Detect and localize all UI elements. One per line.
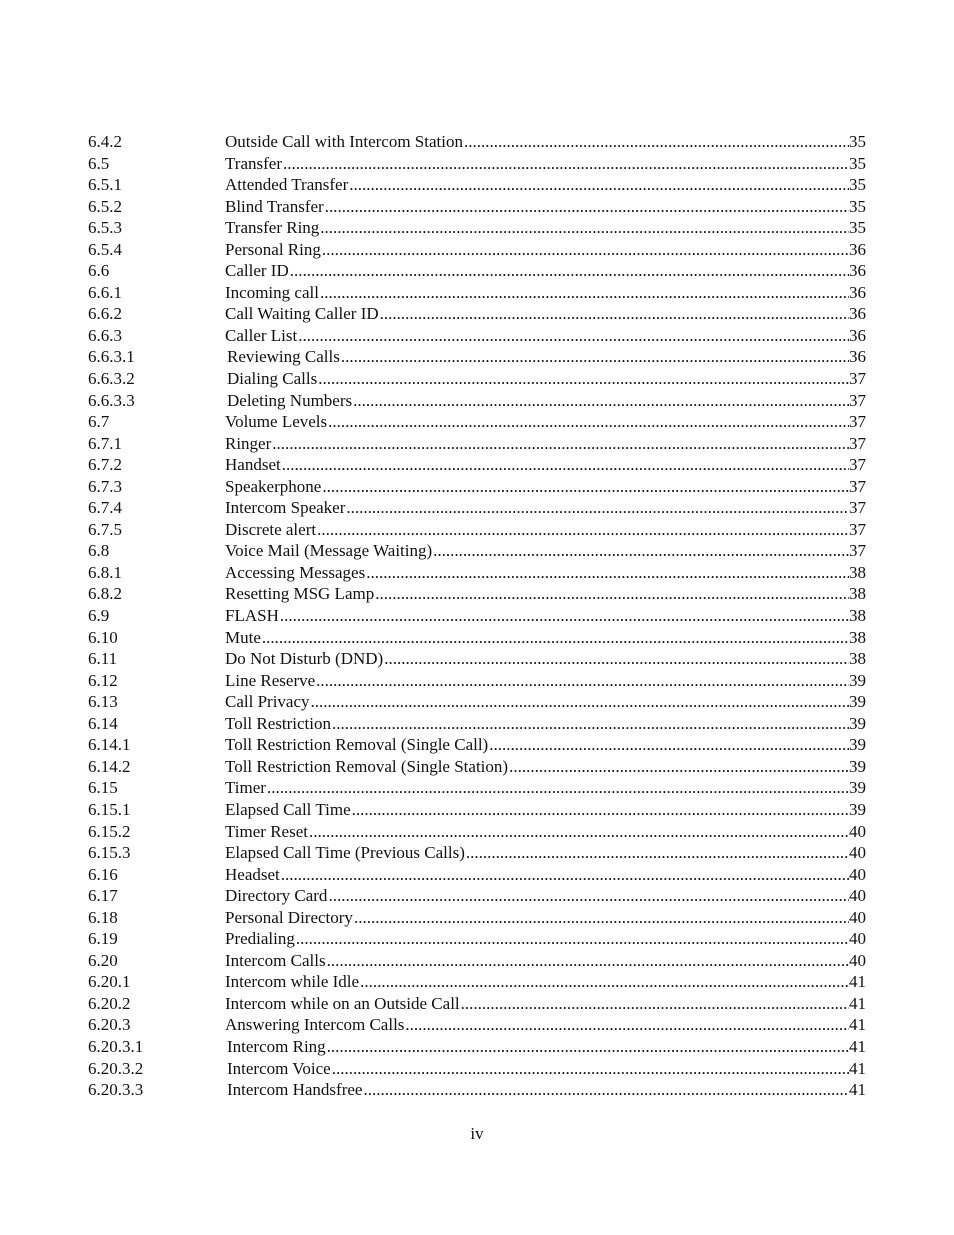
toc-entry[interactable]	[88, 777, 866, 799]
toc-entry-page: 40	[849, 864, 866, 884]
toc-entry[interactable]	[88, 174, 866, 196]
toc-entry-page: 36	[849, 282, 866, 302]
toc-entry[interactable]	[88, 648, 866, 670]
toc-entry-title: Resetting MSG Lamp	[225, 584, 375, 604]
toc-entry-title: Attended Transfer	[225, 175, 349, 195]
toc-entry-number: 6.5.1	[88, 175, 122, 195]
toc-entry[interactable]	[88, 885, 866, 907]
toc-entry-page: 38	[849, 649, 866, 669]
toc-entry-page: 37	[849, 390, 866, 410]
toc-entry-number: 6.5	[88, 153, 110, 173]
toc-entry-number: 6.8.2	[88, 584, 122, 604]
toc-entry-number: 6.14.1	[88, 735, 131, 755]
toc-entry-title: Answering Intercom Calls	[225, 1015, 405, 1035]
toc-entry-title: Transfer Ring	[225, 218, 320, 238]
toc-entry[interactable]	[88, 670, 866, 692]
toc-dot-leader	[318, 368, 849, 390]
toc-entry[interactable]	[88, 605, 866, 627]
toc-entry-page: 36	[849, 347, 866, 367]
toc-entry[interactable]	[88, 691, 866, 713]
toc-entry[interactable]	[88, 713, 866, 735]
toc-entry-page: 40	[849, 886, 866, 906]
toc-entry-page: 40	[849, 907, 866, 927]
toc-entry-number: 6.7	[88, 412, 110, 432]
toc-entry-number: 6.6.3.2	[88, 369, 135, 389]
toc-entry-title: Predialing	[225, 929, 295, 949]
toc-entry-title: Volume Levels	[225, 412, 328, 432]
toc-entry-number: 6.20	[88, 950, 118, 970]
toc-entry-page: 35	[849, 218, 866, 238]
toc-entry[interactable]	[88, 260, 866, 282]
toc-dot-leader	[282, 454, 849, 476]
toc-entry-page: 39	[849, 670, 866, 690]
table-of-contents	[88, 131, 866, 1101]
toc-entry-title: Speakerphone	[225, 476, 322, 496]
toc-dot-leader	[363, 1079, 849, 1101]
toc-entry-title: Accessing Messages	[225, 562, 366, 582]
toc-dot-leader	[352, 799, 849, 821]
toc-entry-title: Toll Restriction Removal (Single Station)	[225, 756, 509, 776]
toc-dot-leader	[322, 476, 849, 498]
toc-entry-title: Elapsed Call Time	[225, 799, 351, 819]
toc-entry-page: 41	[849, 1015, 866, 1035]
toc-entry-title: Dialing Calls	[227, 369, 318, 389]
toc-dot-leader	[328, 885, 849, 907]
toc-entry[interactable]	[88, 1058, 866, 1080]
toc-entry-page: 38	[849, 584, 866, 604]
toc-entry-number: 6.8.1	[88, 562, 122, 582]
toc-entry[interactable]	[88, 928, 866, 950]
toc-entry[interactable]	[88, 864, 866, 886]
toc-dot-leader	[262, 627, 849, 649]
toc-entry-title: Handset	[225, 455, 281, 475]
toc-entry[interactable]	[88, 497, 866, 519]
toc-dot-leader	[281, 864, 849, 886]
toc-dot-leader	[380, 303, 849, 325]
toc-entry[interactable]	[88, 907, 866, 929]
toc-entry-number: 6.20.2	[88, 993, 131, 1013]
toc-dot-leader	[464, 131, 849, 153]
toc-entry-number: 6.7.5	[88, 519, 122, 539]
toc-entry-number: 6.4.2	[88, 132, 122, 151]
toc-entry-number: 6.7.4	[88, 498, 122, 518]
toc-entry-page: 41	[849, 993, 866, 1013]
toc-entry-page: 37	[849, 433, 866, 453]
toc-entry-title: Discrete alert	[225, 519, 317, 539]
toc-entry-page: 40	[849, 843, 866, 863]
toc-entry-page: 39	[849, 735, 866, 755]
toc-entry-title: Timer Reset	[225, 821, 308, 841]
toc-entry-title: Intercom while on an Outside Call	[225, 993, 460, 1013]
toc-entry-page: 39	[849, 692, 866, 712]
toc-dot-leader	[280, 605, 849, 627]
toc-entry[interactable]	[88, 756, 866, 778]
toc-entry-page: 36	[849, 261, 866, 281]
toc-entry-title: Timer	[225, 778, 266, 798]
toc-entry-number: 6.15.2	[88, 821, 131, 841]
toc-dot-leader	[316, 670, 849, 692]
toc-dot-leader	[267, 777, 849, 799]
toc-dot-leader	[296, 928, 849, 950]
toc-entry[interactable]	[88, 303, 866, 325]
toc-entry-title: Transfer	[225, 153, 282, 173]
toc-entry[interactable]	[88, 433, 866, 455]
toc-dot-leader	[311, 691, 849, 713]
toc-entry-title: Intercom Calls	[225, 950, 326, 970]
toc-entry-page: 36	[849, 304, 866, 324]
toc-dot-leader	[341, 346, 849, 368]
toc-entry-number: 6.19	[88, 929, 118, 949]
toc-entry-page: 37	[849, 519, 866, 539]
toc-entry-number: 6.6.2	[88, 304, 122, 324]
toc-entry[interactable]	[88, 540, 866, 562]
toc-entry-number: 6.18	[88, 907, 118, 927]
toc-entry-page: 40	[849, 821, 866, 841]
toc-dot-leader	[461, 993, 849, 1015]
toc-dot-leader	[320, 217, 849, 239]
toc-entry-page: 36	[849, 325, 866, 345]
toc-entry-number: 6.6.3	[88, 325, 122, 345]
toc-entry-title: Caller List	[225, 325, 298, 345]
toc-entry-title: Toll Restriction Removal (Single Call)	[225, 735, 489, 755]
toc-dot-leader	[309, 821, 849, 843]
toc-entry-number: 6.8	[88, 541, 110, 561]
toc-entry-title: Line Reserve	[225, 670, 316, 690]
toc-entry[interactable]	[88, 993, 866, 1015]
toc-entry-page: 38	[849, 606, 866, 626]
toc-dot-leader	[320, 282, 849, 304]
toc-dot-leader	[327, 1036, 849, 1058]
toc-dot-leader	[354, 907, 849, 929]
toc-entry-page: 37	[849, 498, 866, 518]
toc-entry-title: Outside Call with Intercom Station	[225, 132, 463, 151]
toc-entry-page: 39	[849, 799, 866, 819]
toc-entry[interactable]	[88, 454, 866, 476]
toc-entry-number: 6.15.1	[88, 799, 131, 819]
toc-entry-number: 6.20.3.3	[88, 1080, 144, 1100]
toc-entry[interactable]	[88, 842, 866, 864]
toc-entry[interactable]	[88, 971, 866, 993]
toc-entry[interactable]	[88, 1014, 866, 1036]
toc-entry-title: Intercom Speaker	[225, 498, 346, 518]
toc-entry-page: 41	[849, 972, 866, 992]
toc-dot-leader	[349, 174, 849, 196]
toc-entry-number: 6.20.3	[88, 1015, 131, 1035]
toc-dot-leader	[405, 1014, 849, 1036]
toc-entry-title: Deleting Numbers	[227, 390, 353, 410]
toc-entry[interactable]	[88, 519, 866, 541]
toc-entry-page: 35	[849, 153, 866, 173]
toc-entry[interactable]	[88, 411, 866, 433]
toc-entry-title: Intercom Handsfree	[227, 1080, 363, 1100]
toc-entry-title: FLASH	[225, 606, 279, 626]
toc-entry-page: 37	[849, 369, 866, 389]
toc-entry-page: 35	[849, 175, 866, 195]
toc-entry-title: Headset	[225, 864, 280, 884]
toc-entry-title: Personal Directory	[225, 907, 353, 927]
toc-dot-leader	[272, 433, 849, 455]
toc-entry[interactable]	[88, 346, 866, 368]
toc-entry-number: 6.16	[88, 864, 118, 884]
toc-entry-page: 41	[849, 1036, 866, 1056]
toc-entry-page: 35	[849, 196, 866, 216]
toc-entry-title: Mute	[225, 627, 261, 647]
toc-entry[interactable]	[88, 950, 866, 972]
toc-entry[interactable]	[88, 153, 866, 175]
toc-entry-number: 6.12	[88, 670, 118, 690]
toc-entry-number: 6.20.3.2	[88, 1058, 144, 1078]
toc-entry[interactable]	[88, 799, 866, 821]
toc-dot-leader	[283, 153, 849, 175]
toc-entry-number: 6.5.3	[88, 218, 122, 238]
toc-entry-title: Toll Restriction	[225, 713, 331, 733]
toc-entry-page: 41	[849, 1058, 866, 1078]
toc-entry[interactable]	[88, 821, 866, 843]
toc-entry-page: 40	[849, 950, 866, 970]
toc-entry-page: 40	[849, 929, 866, 949]
toc-entry-number: 6.14.2	[88, 756, 131, 776]
toc-entry-number: 6.17	[88, 886, 118, 906]
toc-entry[interactable]	[88, 1079, 866, 1101]
toc-entry-number: 6.11	[88, 649, 118, 669]
toc-entry-title: Reviewing Calls	[227, 347, 340, 367]
toc-entry-number: 6.20.1	[88, 972, 131, 992]
toc-entry[interactable]	[88, 196, 866, 218]
toc-entry-number: 6.7.3	[88, 476, 122, 496]
toc-dot-leader	[328, 411, 849, 433]
toc-entry[interactable]	[88, 325, 866, 347]
toc-entry-title: Directory Card	[225, 886, 328, 906]
toc-entry-page: 37	[849, 541, 866, 561]
toc-entry[interactable]	[88, 131, 866, 153]
toc-dot-leader	[375, 583, 849, 605]
toc-dot-leader	[384, 648, 849, 670]
toc-entry[interactable]	[88, 282, 866, 304]
toc-dot-leader	[509, 756, 849, 778]
toc-entry-title: Elapsed Call Time (Previous Calls)	[225, 843, 465, 863]
toc-entry-number: 6.7.1	[88, 433, 122, 453]
toc-entry-page: 39	[849, 756, 866, 776]
toc-entry-title: Incoming call	[225, 282, 319, 302]
toc-entry-number: 6.5.2	[88, 196, 122, 216]
toc-entry-number: 6.6.3.1	[88, 347, 135, 367]
toc-entry-title: Intercom while Idle	[225, 972, 360, 992]
toc-entry-page: 38	[849, 627, 866, 647]
toc-dot-leader	[332, 1058, 849, 1080]
toc-dot-leader	[489, 734, 849, 756]
toc-entry-number: 6.6.1	[88, 282, 122, 302]
toc-dot-leader	[298, 325, 849, 347]
toc-entry-title: Personal Ring	[225, 239, 321, 259]
toc-entry-number: 6.13	[88, 692, 118, 712]
toc-dot-leader	[346, 497, 849, 519]
toc-entry-title: Call Privacy	[225, 692, 310, 712]
toc-entry[interactable]	[88, 583, 866, 605]
toc-entry-title: Intercom Voice	[227, 1058, 331, 1078]
toc-dot-leader	[290, 260, 849, 282]
toc-entry-page: 37	[849, 455, 866, 475]
toc-entry[interactable]	[88, 390, 866, 412]
toc-entry-number: 6.6	[88, 261, 110, 281]
toc-entry-title: Blind Transfer	[225, 196, 324, 216]
toc-entry[interactable]	[88, 217, 866, 239]
toc-entry-number: 6.15.3	[88, 843, 131, 863]
toc-entry-page: 39	[849, 713, 866, 733]
toc-dot-leader	[325, 196, 849, 218]
toc-entry-title: Caller ID	[225, 261, 289, 281]
toc-dot-leader	[366, 562, 849, 584]
toc-dot-leader	[360, 971, 849, 993]
toc-dot-leader	[353, 390, 849, 412]
toc-entry-number: 6.20.3.1	[88, 1036, 144, 1056]
toc-entry[interactable]	[88, 562, 866, 584]
page-number: iv	[470, 1124, 484, 1143]
toc-entry-number: 6.15	[88, 778, 118, 798]
toc-entry-page: 37	[849, 412, 866, 432]
toc-entry[interactable]	[88, 1036, 866, 1058]
toc-entry-number: 6.14	[88, 713, 118, 733]
toc-entry-title: Call Waiting Caller ID	[225, 304, 379, 324]
toc-dot-leader	[322, 239, 849, 261]
toc-entry-number: 6.5.4	[88, 239, 122, 259]
toc-entry[interactable]	[88, 627, 866, 649]
toc-entry-page: 38	[849, 562, 866, 582]
toc-dot-leader	[317, 519, 849, 541]
toc-entry-number: 6.9	[88, 606, 110, 626]
toc-entry-title: Ringer	[225, 433, 272, 453]
toc-entry[interactable]	[88, 239, 866, 261]
toc-dot-leader	[466, 842, 849, 864]
toc-entry-number: 6.6.3.3	[88, 390, 135, 410]
toc-dot-leader	[332, 713, 849, 735]
toc-entry[interactable]	[88, 368, 866, 390]
toc-entry-page: 36	[849, 239, 866, 259]
toc-entry-page: 37	[849, 476, 866, 496]
toc-entry-title: Do Not Disturb (DND)	[225, 649, 384, 669]
toc-entry[interactable]	[88, 476, 866, 498]
toc-entry-number: 6.7.2	[88, 455, 122, 475]
toc-entry-title: Intercom Ring	[227, 1036, 326, 1056]
toc-entry-number: 6.10	[88, 627, 118, 647]
toc-entry-page: 39	[849, 778, 866, 798]
toc-entry-page: 35	[849, 132, 866, 151]
toc-entry[interactable]	[88, 734, 866, 756]
toc-entry-title: Voice Mail (Message Waiting)	[225, 541, 433, 561]
toc-entry-page: 41	[849, 1080, 866, 1100]
toc-dot-leader	[327, 950, 849, 972]
toc-dot-leader	[433, 540, 849, 562]
